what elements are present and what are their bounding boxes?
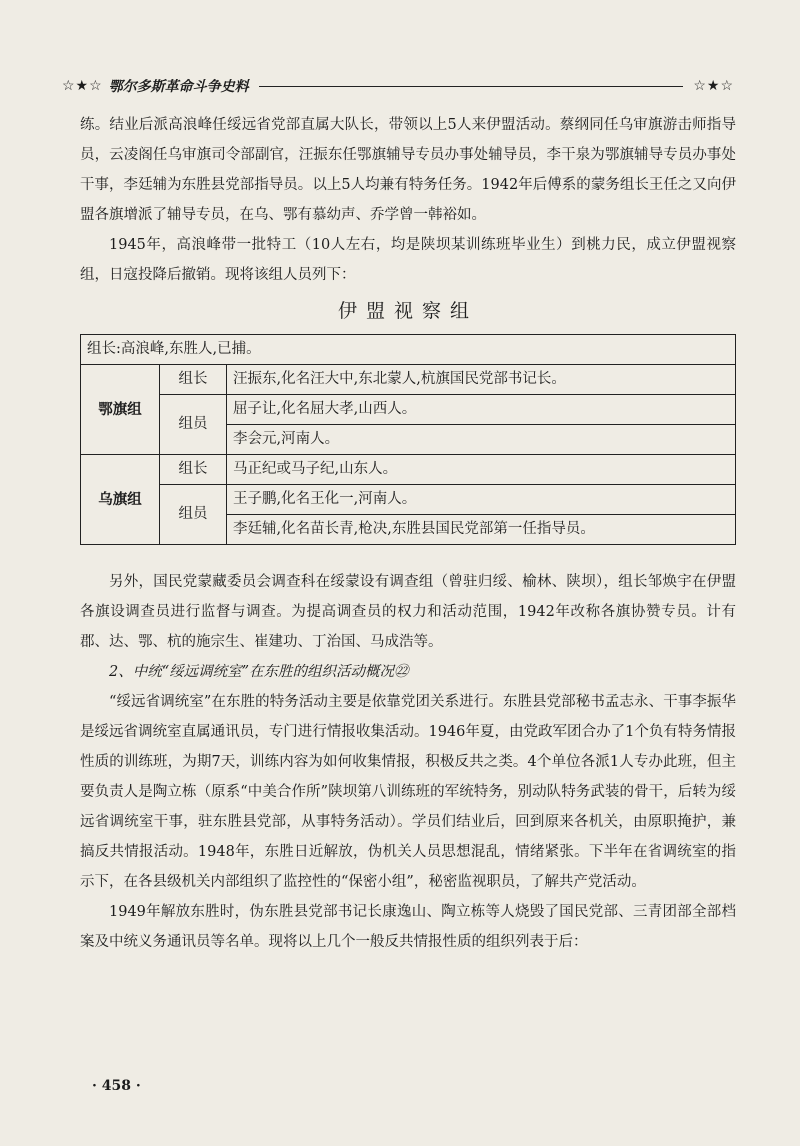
role-cell: 组员 — [160, 485, 227, 545]
page-number: · 458 · — [92, 1078, 141, 1094]
running-header — [62, 74, 734, 98]
group-name-cell: 乌旗组 — [81, 455, 160, 545]
role-cell: 组长 — [160, 365, 227, 395]
group-name-cell: 鄂旗组 — [81, 365, 160, 455]
table-row — [81, 335, 736, 365]
role-cell: 组长 — [160, 455, 227, 485]
header-rule — [259, 86, 684, 87]
table-title: 伊盟视察组 — [337, 300, 478, 322]
person-cell: 李廷辅,化名苗长青,枪决,东胜县国民党部第一任指导员。 — [227, 515, 736, 545]
person-cell: 李会元,河南人。 — [227, 425, 736, 455]
paragraph: 1945年，高浪峰带一批特工（10人左右，均是陕坝某训练班毕业生）到桃力民，成立伊盟视察组，日寇投降后撤销。现将该组人员列下： — [80, 237, 736, 283]
table-row — [81, 365, 736, 395]
body-text — [80, 110, 736, 957]
person-cell: 屈子让,化名屈大孝,山西人。 — [227, 395, 736, 425]
header-stars-right: ☆★☆ — [693, 78, 734, 94]
header-stars-left: ☆★☆ — [62, 78, 103, 94]
paragraph: 练。结业后派高浪峰任绥远省党部直属大队长，带领以上5人来伊盟活动。蔡纲同任乌审旗游击师指导员，云凌阁任乌审旗司令部副官，汪振东任鄂旗辅导专员办事处辅导员，李干泉为鄂旗辅导专员办事处干事，李廷辅为东胜县党部指导员。以上5人均兼有特务任务。1942年后傅系的蒙务组长王任之又向伊盟各旗增派了辅导专员，在乌、鄂有慕幼声、乔学曾一韩裕如。 — [80, 117, 736, 223]
paragraph: 1949年解放东胜时，伪东胜县党部书记长康逸山、陶立栋等人烧毁了国民党部、三青团部全部档案及中统义务通讯员等名单。现将以上几个一般反共情报性质的组织列表于后： — [80, 904, 736, 950]
table-row — [81, 395, 736, 425]
book-title: 鄂尔多斯革命斗争史料 — [108, 79, 249, 95]
person-cell: 汪振东,化名汪大中,东北蒙人,杭旗国民党部书记长。 — [227, 365, 736, 395]
person-cell: 马正纪或马子纪,山东人。 — [227, 455, 736, 485]
table-row — [81, 485, 736, 515]
chief-cell: 组长:高浪峰,东胜人,已捕。 — [81, 335, 736, 365]
table-row — [81, 455, 736, 485]
role-cell: 组员 — [160, 395, 227, 455]
roster-table — [80, 334, 736, 545]
paragraph: “绥远省调统室”在东胜的特务活动主要是依靠党团关系进行。东胜县党部秘书孟志永、干事李振华是绥远省调统室直属通讯员，专门进行情报收集活动。1946年夏，由党政军团合办了1个负有特务情报性质的训练班，为期7天，训练内容为如何收集情报，积极反共之类。4个单位各派1人专办此班，但主要负责人是陶立栋（原系“中美合作所”陕坝第八训练班的军统特务，别动队特务武装的骨干，后转为绥远省调统室干事，驻东胜县党部，从事特务活动）。学员们结业后，回到原来各机关，由原职掩护，兼搞反共情报活动。1948年，东胜日近解放，伪机关人员思想混乱，情绪紧张。下半年在省调统室的指示下，在各县级机关内部组织了监控性的“保密小组”，秘密监视职员，了解共产党活动。 — [80, 694, 736, 890]
section-subheading: 2、中统“绥远调统室”在东胜的组织活动概况㉒ — [109, 664, 409, 680]
person-cell: 王子鹏,化名王化一,河南人。 — [227, 485, 736, 515]
paragraph: 另外，国民党蒙藏委员会调查科在绥蒙设有调查组（曾驻归绥、榆林、陕坝），组长邹焕宇在伊盟各旗设调查员进行监督与调查。为提高调查员的权力和活动范围，1942年改称各旗协赞专员。计有郡、达、鄂、杭的施宗生、崔建功、丁治国、马成浩等。 — [80, 574, 736, 650]
